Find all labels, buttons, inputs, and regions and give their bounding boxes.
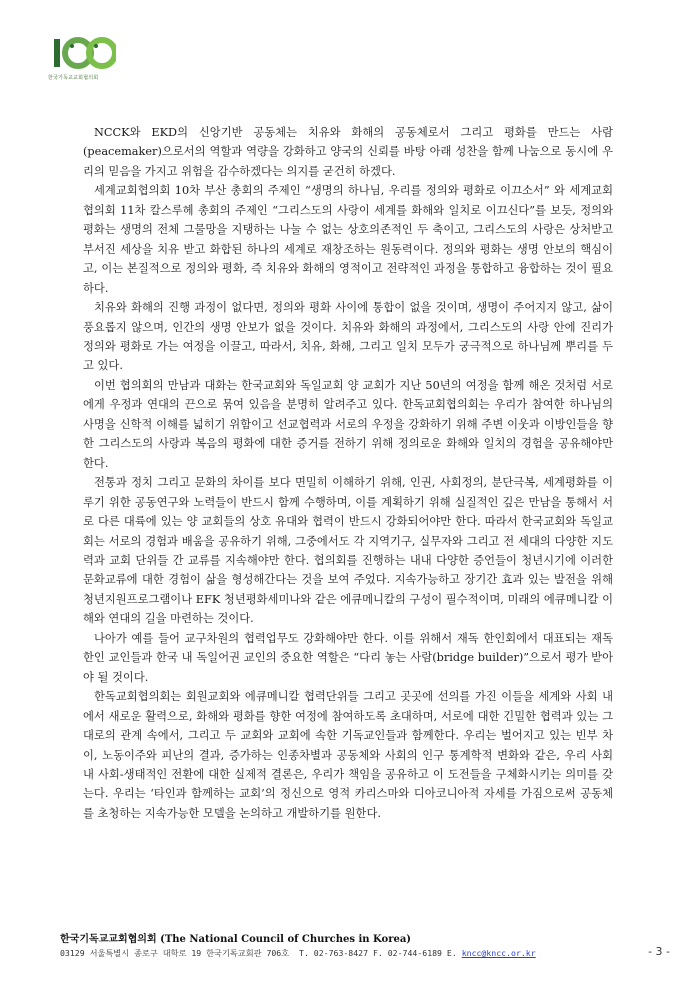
paragraph: 치유와 화해의 진행 과정이 없다면, 정의와 평화 사이에 통합이 없을 것이며, 생명이 주어지지 않고, 삶이 풍요롭지 않으며, 인간의 생명 안보가 없을 것이다. 치유와 화해의 과정에서, 그리스도의 사랑 안에 진리가 정의와 평화로 가는 여정을 이끌고, 따라서, 치유, 화해, 그리고 일치 모두가 궁극적으로 하나님께 뿌리를 두고 있다. xyxy=(83,301,613,373)
footer-fax: F. 02-744-6189 xyxy=(372,948,442,958)
logo-caption: 한국기독교교회협의회 xyxy=(48,75,99,81)
paragraph: NCCK와 EKD의 신앙기반 공동체는 치유와 화해의 공동체로서 그리고 평화를 만드는 사람(peacemaker)으로서의 역할과 역량을 강화하고 양국의 신뢰를 바탕 아래 성찬을 함께 나눔으로 동시에 우리의 믿음을 가지고 위험을 감수하겠다는 의지를 굳건히 하겠다. xyxy=(83,126,613,178)
logo-100-icon xyxy=(52,33,116,77)
paragraph: 전통과 정치 그리고 문화의 차이를 보다 면밀히 이해하기 위해, 인권, 사회정의, 분단극복, 세계평화를 이루기 위한 공동연구와 노력들이 반드시 함께 수행하며, 이를 계획하기 위해 실질적인 깊은 만남을 통해서 서로 다른 대륙에 있는 양 교회들의 상호 유대와 협력이 반드시 강화되어야만 한다. 따라서 한국교회와 독일교회는 서로의 경험과 배움을 공유하기 위해, 그중에서도 각 지역기구, 실무자와 그리고 전 세대의 다양한 지도력과 교회 단위들 간 교류를 지속해야만 한다. 협의회를 진행하는 내내 다양한 증언들이 청년시기에 이러한 문화교류에 대한 경험이 삶을 형성해간다는 것을 보여 주었다. 지속가능하고 장기간 효과 있는 발전을 위해 청년지원프로그램이나 EFK 청년평화세미나와 같은 에큐메니칼의 구성이 필수적이며, 미래의 에큐메니칼 이해와 연대의 길을 마련하는 것이다. xyxy=(83,476,613,626)
footer-email-prefix: E. xyxy=(446,948,457,958)
paragraph: 이번 협의회의 만남과 대화는 한국교회와 독일교회 양 교회가 지난 50년의 여정을 함께 해온 것처럼 서로에게 우정과 연대의 끈으로 묶여 있음을 분명히 알려주고 있다. 한독교회협의회는 우리가 참여한 하나님의 사명을 신학적 이해를 넓히기 위함이고 선교협력과 서로의 우정을 강화하기 위해 주변 이웃과 이방인들을 향한 그리스도의 사랑과 복음의 평화에 대한 증거를 전하기 위해 정의로운 화해와 일치의 경험을 공유해야만 한다. xyxy=(83,378,613,470)
footer-email-link[interactable]: kncc@kncc.or.kr xyxy=(461,948,536,958)
paragraph: 나아가 예를 들어 교구차원의 협력업무도 강화해야만 한다. 이를 위해서 재독 한인회에서 대표되는 재독 한인 교인들과 한국 내 독일어권 교인의 중요한 역할은 “다리 놓는 사람(bridge builder)”으로서 평가 받아야 될 것이다. xyxy=(83,631,613,684)
page-number: - 3 - xyxy=(648,945,670,958)
statement-body xyxy=(83,123,613,823)
footer-address: 03129 서울특별시 종로구 대학로 19 한국기독교회관 706호 xyxy=(60,948,290,958)
paragraph: 한독교회협의회는 회원교회와 에큐메니칼 협력단위들 그리고 곳곳에 선의를 가진 이들을 세계와 사회 내에서 새로운 활력으로, 화해와 평화를 향한 여정에 참여하도록 초대하며, 서로에 대한 긴밀한 협력과 있는 그대로의 관계 속에서, 그리고 두 교회와 교회에 속한 기독교인들과 함께한다. 우리는 벌어지고 있는 빈부 차이, 노동이주와 피난의 결과, 증가하는 인종차별과 공동체와 사회의 인구 통계학적 변화와 같은, 우리 사회 내 사회-생태적인 전환에 대한 실제적 결론은, 우리가 책임을 공유하고 이 도전들을 구체화시키는 의미를 갖는다. 우리는 ‘타인과 함께하는 교회’의 정신으로 영적 카리스마와 디아코니아적 자세를 가짐으로써 공동체를 초청하는 지속가능한 모델을 논의하고 개발하기를 원한다. xyxy=(83,690,613,820)
paragraph: 세계교회협의회 10차 부산 총회의 주제인 “생명의 하나님, 우리를 정의와 평화로 이끄소서” 와 세계교회협의회 11차 칼스루헤 총회의 주제인 “그리스도의 사랑이 세계를 화해와 일치로 이끄신다”를 보듯, 정의와 평화는 생명의 전체 그물망을 지탱하는 나눌 수 없는 상호의존적인 두 축이고, 그리스도의 사랑은 상처받고 부서진 세상을 치유 받고 화합된 하나의 세계로 재창조하는 원동력이다. 정의와 평화는 생명 안보의 핵심이고, 이는 본질적으로 정의와 평화, 즉 치유와 화해의 영적이고 전략적인 과정을 통합하고 융합하는 것이 필요하다. xyxy=(83,184,613,295)
footer-tel: T. 02-763-8427 xyxy=(299,948,369,958)
footer-contact xyxy=(60,948,670,959)
footer xyxy=(40,930,670,959)
footer-org-name: 한국기독교교회협의회 (The National Council of Churches in Korea) xyxy=(60,934,412,945)
